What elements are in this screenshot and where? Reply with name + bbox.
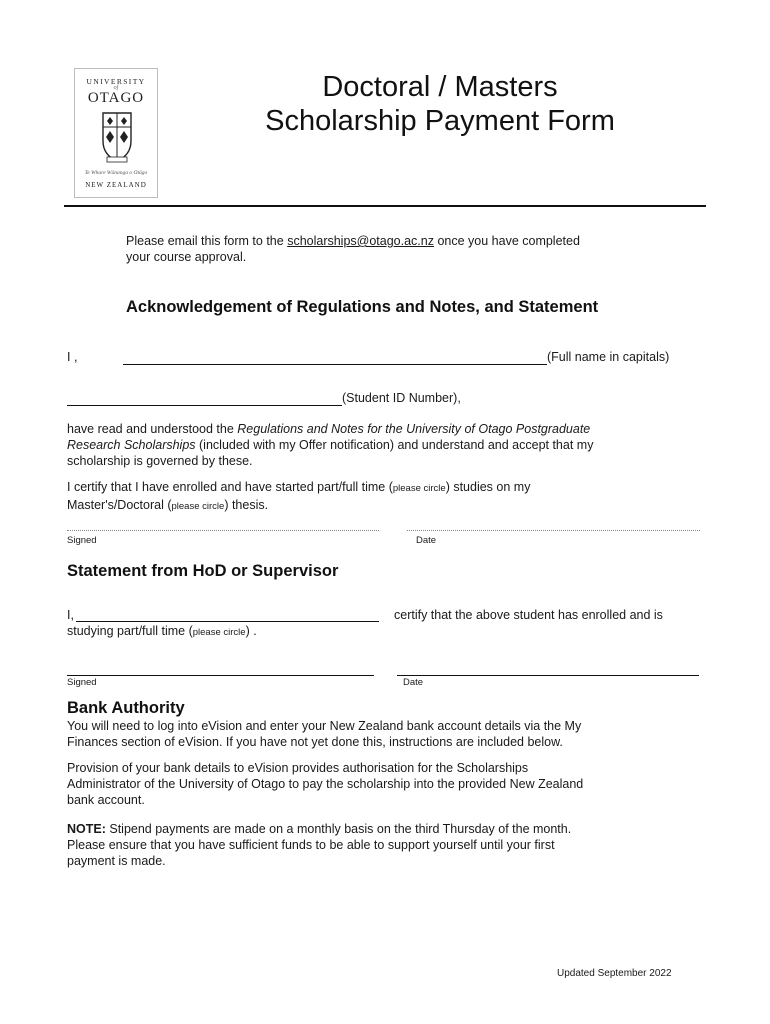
logo-country-text: NEW ZEALAND: [85, 181, 147, 189]
fullname-label: (Full name in capitals): [547, 350, 670, 364]
bank-note-line-2: Please ensure that you have sufficient funds to be able to support yourself until your first: [67, 838, 555, 852]
bank-p2-line-3: bank account.: [67, 793, 145, 807]
ack-p1-italic-2: Research Scholarships: [67, 438, 196, 452]
bank-note-label: NOTE:: [67, 822, 106, 836]
ack-p2-small-1: please circle: [392, 483, 446, 494]
ack-p1-b: (included with my Offer notification) and understand and accept that my: [195, 438, 594, 452]
bank-paragraph-2: [67, 760, 717, 808]
title-divider: [64, 205, 706, 207]
ack-p2-small-2: please circle: [171, 501, 225, 512]
bank-p1-line-1: You will need to log into eVision and enter your New Zealand bank account details via the My: [67, 719, 582, 733]
fullname-input-line[interactable]: [123, 364, 547, 365]
logo-of-text: of: [113, 85, 119, 91]
bank-note-line-3: payment is made.: [67, 854, 166, 868]
ack-paragraph-2: [67, 479, 707, 515]
bank-p2-line-1: Provision of your bank details to eVision provides authorisation for the Scholarships: [67, 761, 529, 775]
ack-date-line[interactable]: [407, 530, 700, 531]
logo-otago-text: OTAGO: [87, 90, 145, 106]
ack-heading: Acknowledgement of Regulations and Notes, and Statement: [126, 298, 599, 316]
studentid-input-line[interactable]: [67, 405, 342, 406]
ack-p2-a: I certify that I have enrolled and have started part/full time (: [67, 480, 393, 494]
supervisor-signed-label: Signed: [67, 677, 97, 688]
supervisor-date-line[interactable]: [397, 675, 699, 676]
ack-signature-line[interactable]: [67, 530, 379, 531]
supervisor-heading: Statement from HoD or Supervisor: [67, 562, 339, 580]
supervisor-studying-a: studying part/full time (: [67, 624, 193, 638]
ack-date-label: Date: [416, 535, 437, 546]
studentid-label: (Student ID Number),: [342, 391, 461, 405]
bank-paragraph-1: [67, 718, 717, 750]
intro-text-after: once you have completed: [433, 234, 580, 248]
ack-p2-d: ) thesis.: [224, 498, 269, 512]
logo-maori-text: Te Whare Wānanga o Otāgo: [84, 170, 148, 176]
supervisor-studying-b: ) .: [245, 624, 257, 638]
supervisor-i-label: I,: [67, 608, 74, 622]
footer-updated-text: Updated September 2022: [557, 968, 672, 979]
logo-university-text: UNIVERSITY: [86, 77, 146, 86]
title-line-1: Doctoral / Masters: [322, 71, 558, 103]
email-link[interactable]: scholarships@otago.ac.nz: [287, 234, 434, 248]
bank-note: [67, 821, 717, 869]
supervisor-studying-text: [67, 623, 257, 641]
ack-p1-italic: Regulations and Notes for the University of Otago Postgraduate: [237, 422, 591, 436]
ack-signed-label: Signed: [67, 535, 97, 546]
ack-p2-b: ) studies on my: [445, 480, 531, 494]
bank-p1-line-2: Finances section of eVision. If you have not yet done this, instructions are included below.: [67, 735, 563, 749]
ack-p2-c: Master's/Doctoral (: [67, 498, 172, 512]
supervisor-date-label: Date: [403, 677, 424, 688]
page-title: [230, 70, 650, 138]
bank-note-line-1: Stipend payments are made on a monthly basis on the third Thursday of the month.: [105, 822, 572, 836]
supervisor-signature-line[interactable]: [67, 675, 374, 676]
supervisor-name-input-line[interactable]: [76, 621, 379, 622]
bank-p2-line-2: Administrator of the University of Otago to pay the scholarship into the provided New Zealand: [67, 777, 584, 791]
bank-heading: Bank Authority: [67, 699, 185, 717]
intro-text-before: Please email this form to the: [126, 234, 288, 248]
supervisor-studying-small: please circle: [192, 627, 246, 638]
university-logo: [74, 68, 158, 198]
intro-text-line-2: your course approval.: [126, 250, 247, 264]
supervisor-certify-text: certify that the above student has enrolled and is: [394, 608, 663, 622]
intro-paragraph: [126, 233, 686, 265]
crest-icon: [101, 111, 133, 165]
ack-paragraph-1: [67, 421, 707, 469]
ack-i-label: I ,: [67, 350, 78, 364]
ack-p1-c: scholarship is governed by these.: [67, 454, 253, 468]
title-line-2: Scholarship Payment Form: [265, 105, 615, 137]
ack-p1-a: have read and understood the: [67, 422, 238, 436]
